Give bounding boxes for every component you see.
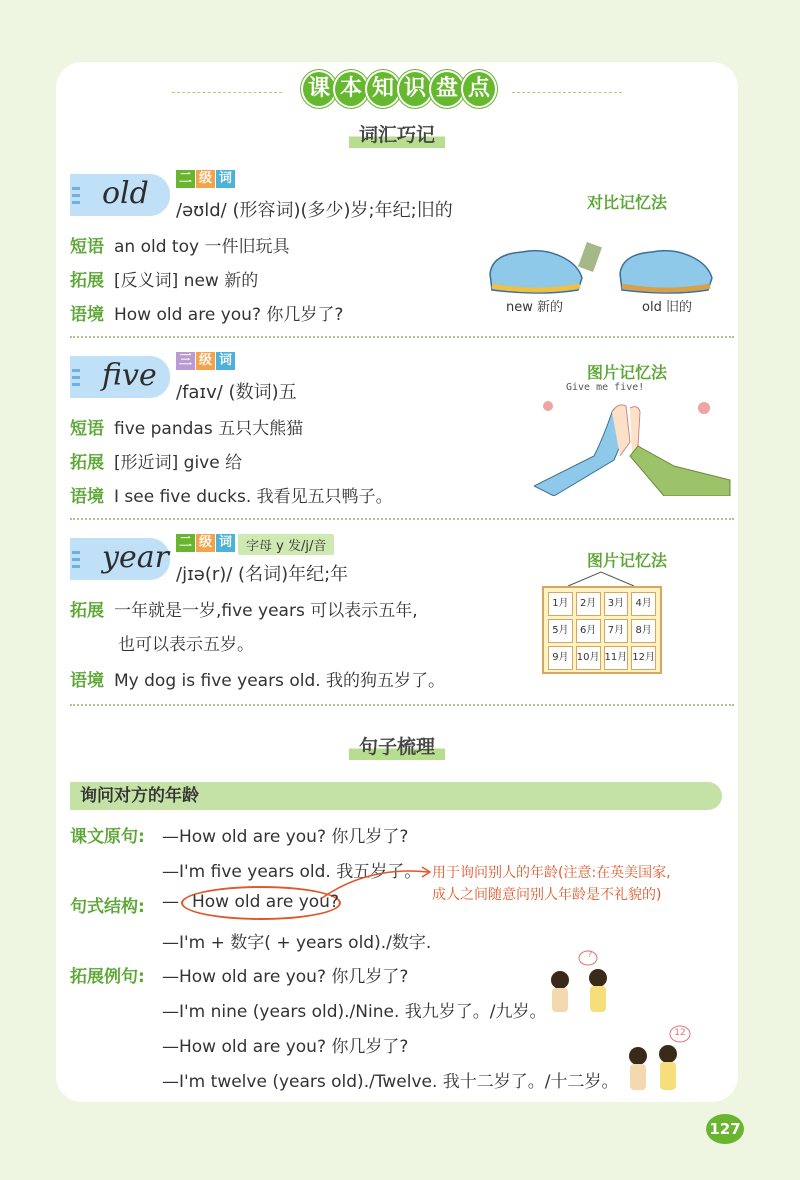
month-cell: 11月 [604,646,629,670]
row-extend: 拓展 [形近词] give 给 [70,453,243,473]
new-shoe-icon [490,242,602,293]
word: year [102,540,169,575]
vocab-block-five [70,353,734,520]
month-cell: 8月 [631,619,656,643]
word: five [102,358,157,393]
pronunciation-note: 字母 y 发/j/音 [238,534,334,555]
level-badge: 二 级 词 [176,170,235,188]
side-title: 图片记忆法 [586,363,667,382]
row-extend-cont: 也可以表示五岁。 [118,635,254,655]
month-cell: 3月 [604,592,629,616]
ext-line: —How old are you? 你几岁了? [162,967,409,987]
title-char: 盘 [431,72,463,106]
title-divider-left [172,92,282,93]
title-char: 本 [335,72,367,106]
callout-note: 用于询问别人的年龄(注意:在英美国家, 成人之间随意问别人年龄是不礼貌的) [432,865,671,903]
row-extend: 拓展 [反义词] new 新的 [70,271,259,291]
phonetic: /faɪv/ (数词)五 [176,382,297,403]
main-title [303,72,495,108]
word-tag [70,356,170,398]
row-context: 语境 My dog is five years old. 我的狗五岁了。 [70,671,446,691]
month-cell: 5月 [548,619,573,643]
calendar-illustration [542,586,662,674]
bubble-question: ? [587,950,593,960]
struct-question: How old are you? [192,892,339,912]
struct-answer: —I'm + 数字( + years old)./数字. [162,933,432,953]
text-question: —How old are you? 你几岁了? [162,827,409,847]
kids-illustration-1 [544,950,620,1016]
struct-label: 句式结构: [70,897,145,917]
bars-icon [72,187,82,208]
ext-label: 拓展例句: [70,967,145,987]
page-number: 127 [706,1114,744,1144]
ext-line: —I'm nine (years old)./Nine. 我九岁了。/九岁。 [162,1002,547,1022]
month-cell: 4月 [631,592,656,616]
level-badge: 二 级 词 [176,534,235,552]
title-char: 课 [303,72,335,106]
title-char: 知 [367,72,399,106]
row-context: 语境 How old are you? 你几岁了? [70,305,344,325]
bars-icon [72,551,82,572]
month-cell: 7月 [604,619,629,643]
month-cell: 1月 [548,592,573,616]
text-label: 课文原句: [70,827,145,847]
sentence-topic-bar: 询问对方的年龄 [70,782,722,810]
high-five-illustration [534,396,734,496]
main-title-area [0,70,800,110]
side-title: 图片记忆法 [586,551,667,570]
phonetic: /əʊld/ (形容词)(多少)岁;年纪;旧的 [176,200,453,221]
word-tag [70,538,170,580]
row-phrase: 短语 an old toy 一件旧玩具 [70,237,290,257]
month-cell: 9月 [548,646,573,670]
phonetic: /jɪə(r)/ (名词)年纪;年 [176,564,349,585]
shoes-illustration [482,234,722,304]
caption-old: old 旧的 [642,300,692,315]
level-badge: 三 级 词 [176,352,235,370]
title-divider-right [512,92,622,93]
row-extend: 拓展 一年就是一岁,five years 可以表示五年, [70,601,418,621]
row-context: 语境 I see five ducks. 我看见五只鸭子。 [70,487,393,507]
old-shoe-icon [620,251,712,293]
month-cell: 2月 [576,592,601,616]
caption-new: new 新的 [506,300,564,315]
ext-line: —I'm twelve (years old)./Twelve. 我十二岁了。/十二岁。 [162,1072,619,1092]
title-char: 识 [399,72,431,106]
bars-icon [72,369,82,390]
month-cell: 6月 [576,619,601,643]
ext-line: —How old are you? 你几岁了? [162,1037,409,1057]
bubble-text: Give me five! [566,382,645,393]
flower-icon [543,401,553,411]
month-cell: 12月 [631,646,656,670]
struct-dash: — [162,892,179,912]
vocab-block-old [70,171,734,338]
title-char: 点 [463,72,495,106]
hand-icon [534,405,730,496]
month-cell: 10月 [576,646,601,670]
word-tag [70,174,170,216]
bubble-twelve: 12 [674,1028,686,1038]
word: old [102,176,149,211]
sentence-section-title: 句子梳理 [349,734,445,760]
vocab-section-title: 词汇巧记 [349,122,445,148]
flower-icon [698,402,710,414]
row-phrase: 短语 five pandas 五只大熊猫 [70,419,304,439]
text-answer: —I'm five years old. 我五岁了。 [162,862,422,882]
side-title: 对比记忆法 [586,193,667,212]
